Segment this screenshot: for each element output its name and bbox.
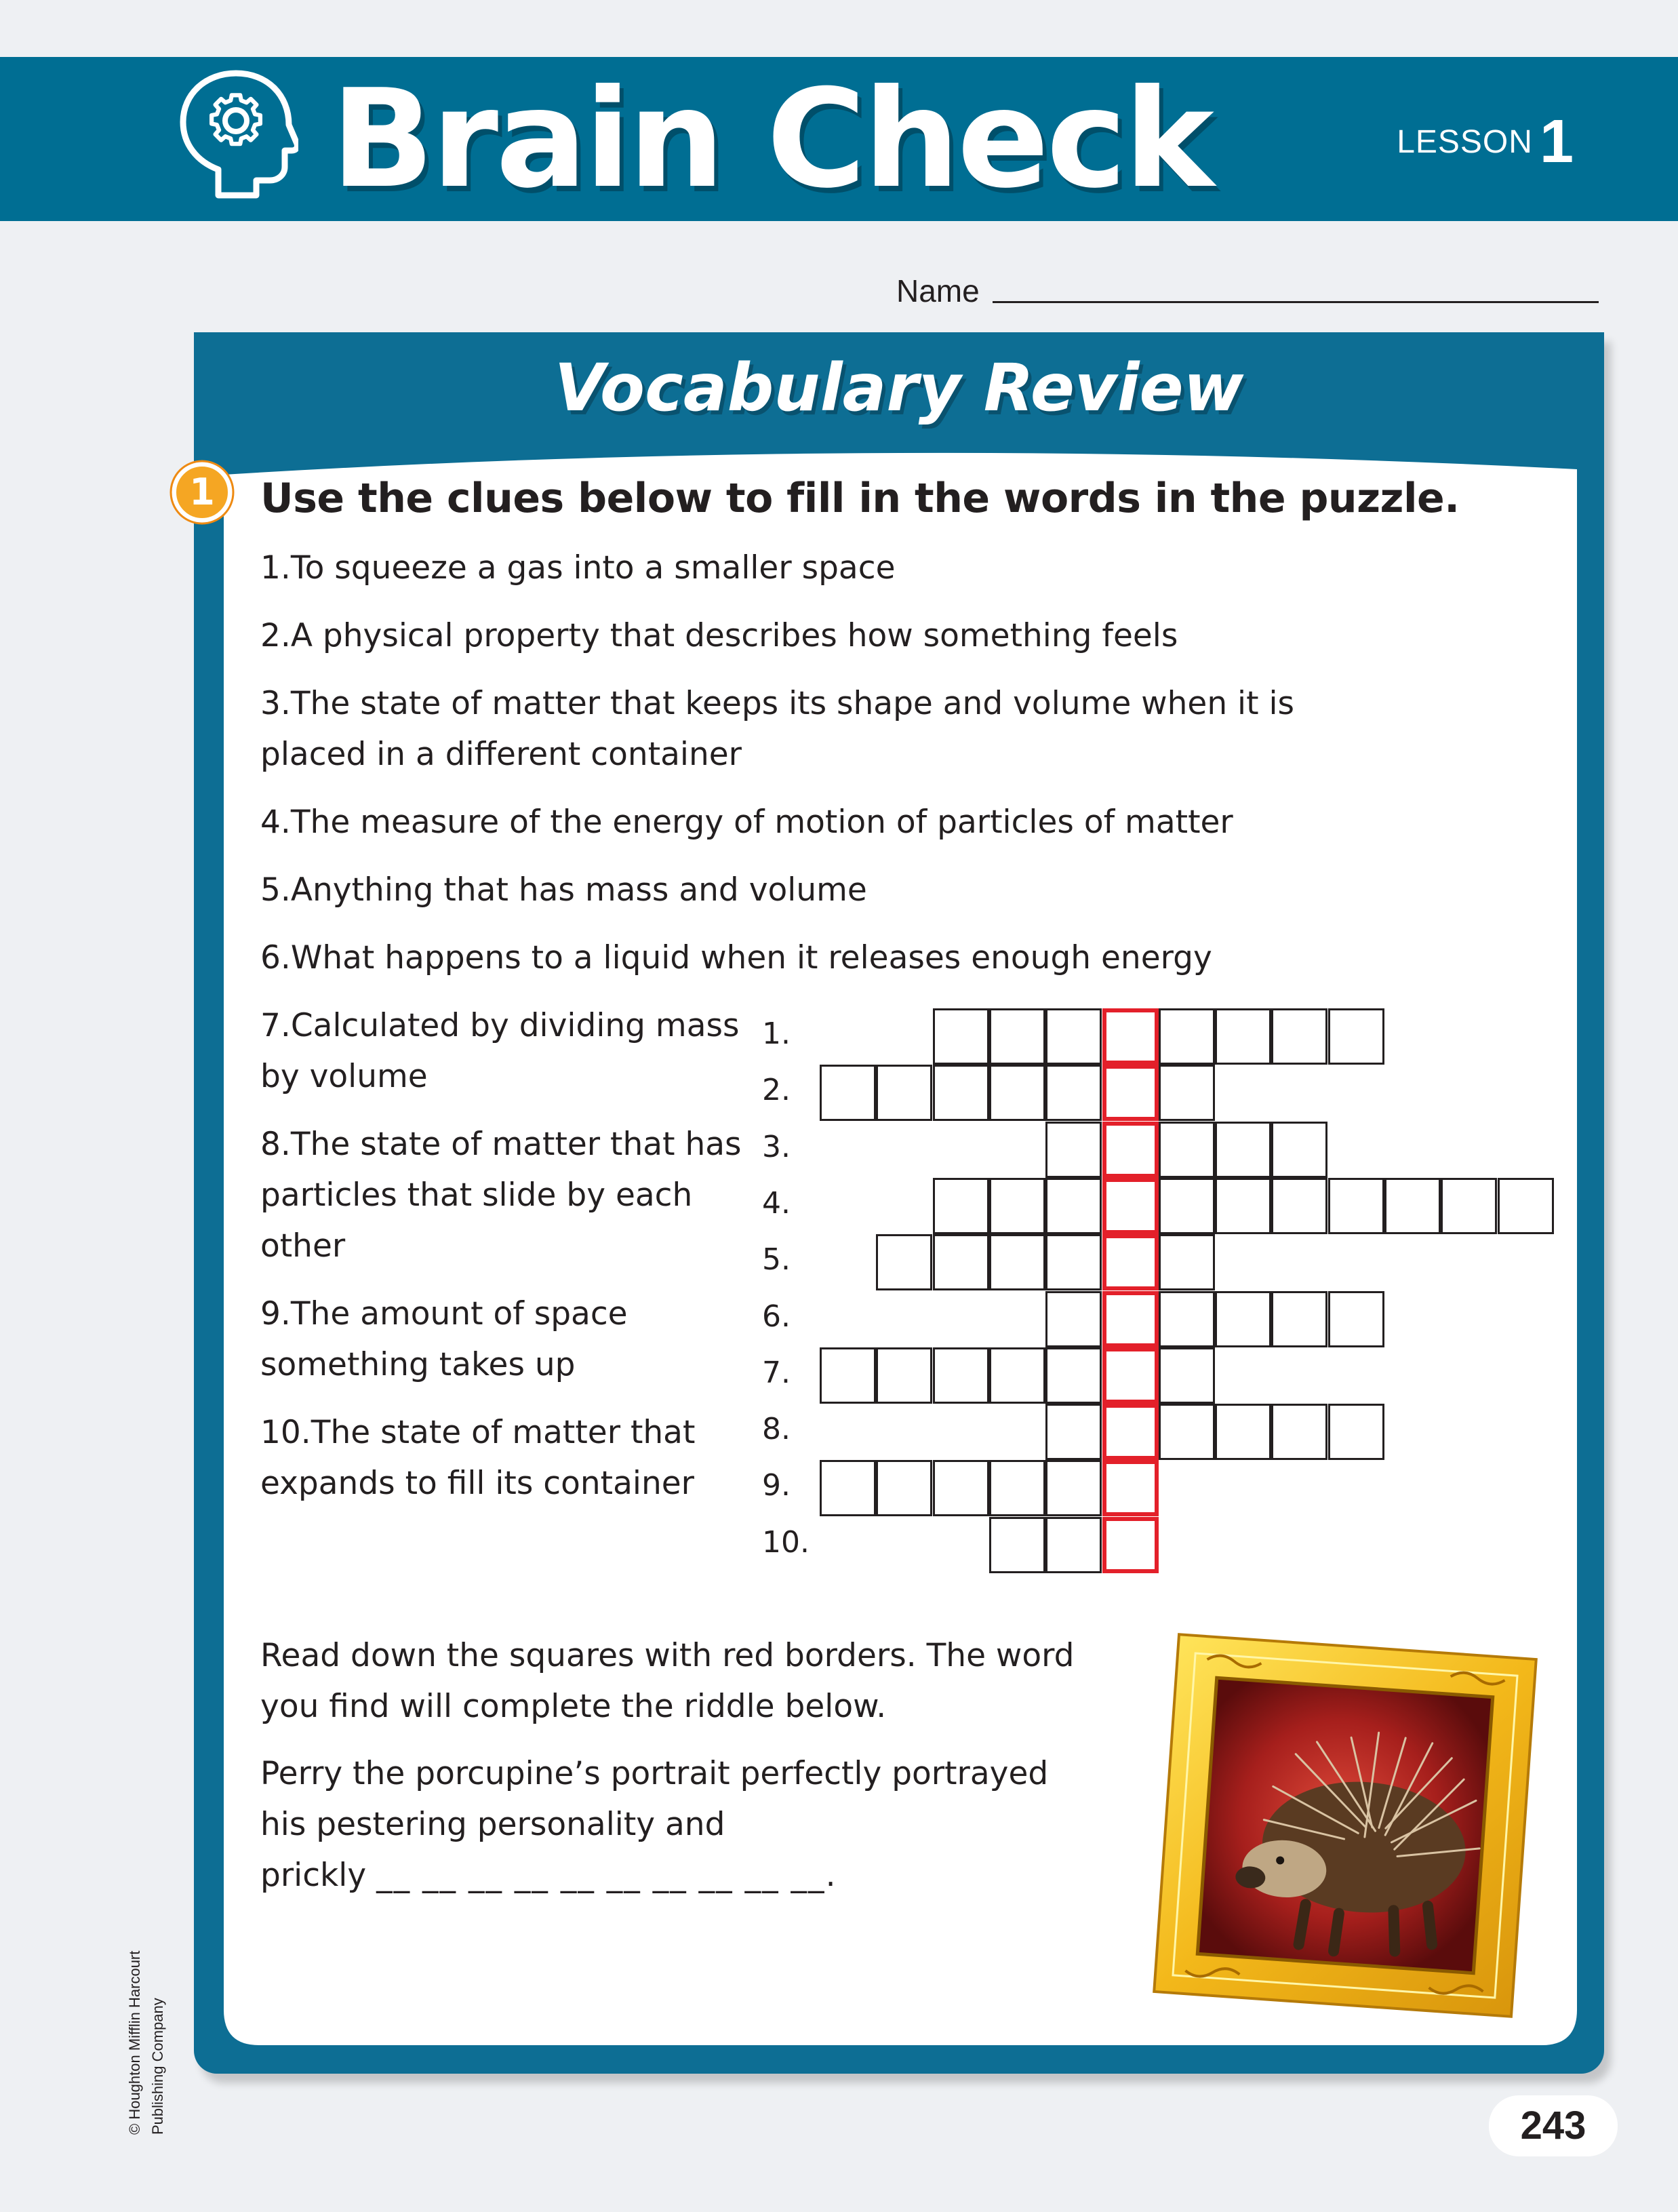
step-number-badge <box>168 458 236 526</box>
riddle-suffix: . <box>825 1857 836 1894</box>
puzzle-cell-r8-c8[interactable] <box>1215 1404 1271 1460</box>
puzzle-cell-r9-c5[interactable] <box>1045 1460 1102 1516</box>
puzzle-cell-r8-c9[interactable] <box>1271 1404 1327 1460</box>
puzzle-cell-r4-c4[interactable] <box>989 1178 1045 1234</box>
puzzle-cell-r4-c11[interactable] <box>1384 1178 1441 1234</box>
clue-3-line-2: placed in a different container <box>260 736 742 773</box>
clue-4-line-1: 4.The measure of the energy of motion of particles of matter <box>260 804 1233 841</box>
riddle-answer-blanks[interactable]: __ __ __ __ __ __ __ __ __ __ <box>376 1857 826 1894</box>
row-label-8: 8. <box>762 1412 791 1447</box>
puzzle-cell-r2-c2[interactable] <box>876 1065 932 1121</box>
copyright-line-1: © Houghton Mifflin Harcourt <box>126 1950 143 2135</box>
clue-3-line-1: 3.The state of matter that keeps its shape and volume when it is <box>260 685 1295 722</box>
highlight-cell-r1-c6[interactable] <box>1102 1008 1159 1065</box>
puzzle-cell-r6-c7[interactable] <box>1159 1291 1215 1347</box>
row-label-7: 7. <box>762 1355 791 1390</box>
lesson-label: LESSON <box>1397 124 1533 160</box>
puzzle-cell-r1-c5[interactable] <box>1045 1008 1102 1065</box>
puzzle-cell-r5-c7[interactable] <box>1159 1234 1215 1290</box>
puzzle-cell-r8-c7[interactable] <box>1159 1404 1215 1460</box>
riddle-line-1: Perry the porcupine’s portrait perfectly portrayed <box>260 1755 1049 1792</box>
clue-8-line-3: other <box>260 1227 346 1265</box>
highlight-cell-r10-c6[interactable] <box>1102 1517 1159 1573</box>
clue-7-line-2: by volume <box>260 1058 428 1095</box>
clue-9-line-1: 9.The amount of space <box>260 1295 628 1332</box>
clue-5-line-1: 5.Anything that has mass and volume <box>260 871 867 909</box>
instruction-text: Use the clues below to fill in the words in the puzzle. <box>260 475 1460 522</box>
highlight-cell-r8-c6[interactable] <box>1102 1404 1159 1460</box>
puzzle-cell-r1-c3[interactable] <box>933 1008 989 1065</box>
row-label-9: 9. <box>762 1468 791 1503</box>
row-label-1: 1. <box>762 1016 791 1051</box>
section-title: Vocabulary Review <box>554 350 1244 426</box>
riddle-line-3 <box>260 1850 836 1901</box>
step-number-text: 1 <box>189 471 215 513</box>
row-label-6: 6. <box>762 1299 791 1334</box>
clue-2-line-1: 2.A physical property that describes how something feels <box>260 617 1178 654</box>
puzzle-cell-r6-c8[interactable] <box>1215 1291 1271 1347</box>
puzzle-cell-r9-c3[interactable] <box>933 1460 989 1516</box>
page-number: 243 <box>1489 2095 1618 2156</box>
puzzle-cell-r5-c2[interactable] <box>876 1234 932 1290</box>
clue-10-line-1: 10.The state of matter that <box>260 1414 696 1451</box>
riddle-intro-line-1: Read down the squares with red borders. The word <box>260 1637 1075 1674</box>
puzzle-cell-r4-c3[interactable] <box>933 1178 989 1234</box>
highlight-cell-r7-c6[interactable] <box>1102 1347 1159 1404</box>
row-label-4: 4. <box>762 1185 791 1221</box>
row-label-5: 5. <box>762 1242 791 1278</box>
puzzle-cell-r6-c9[interactable] <box>1271 1291 1327 1347</box>
lesson-number: 1 <box>1539 108 1574 176</box>
puzzle-cell-r9-c2[interactable] <box>876 1460 932 1516</box>
puzzle-cell-r2-c1[interactable] <box>820 1065 876 1121</box>
copyright-line-2: Publishing Company <box>149 1998 166 2135</box>
puzzle-cell-r4-c13[interactable] <box>1498 1178 1554 1234</box>
puzzle-cell-r4-c8[interactable] <box>1215 1178 1271 1234</box>
riddle-line-2: his pestering personality and <box>260 1806 725 1843</box>
clue-10-line-2: expands to fill its container <box>260 1465 694 1502</box>
puzzle-cell-r2-c4[interactable] <box>989 1065 1045 1121</box>
puzzle-cell-r4-c7[interactable] <box>1159 1178 1215 1234</box>
puzzle-cell-r4-c10[interactable] <box>1328 1178 1384 1234</box>
puzzle-cell-r2-c3[interactable] <box>933 1065 989 1121</box>
highlight-cell-r3-c6[interactable] <box>1102 1122 1159 1178</box>
row-label-2: 2. <box>762 1073 791 1108</box>
copyright-notice <box>123 1951 169 2135</box>
clue-9-line-2: something takes up <box>260 1346 576 1383</box>
puzzle-cell-r8-c10[interactable] <box>1328 1404 1384 1460</box>
highlight-cell-r4-c6[interactable] <box>1102 1178 1159 1234</box>
highlight-cell-r6-c6[interactable] <box>1102 1291 1159 1347</box>
puzzle-cell-r3-c5[interactable] <box>1045 1122 1102 1178</box>
puzzle-cell-r6-c10[interactable] <box>1328 1291 1384 1347</box>
puzzle-cell-r7-c1[interactable] <box>820 1347 876 1404</box>
puzzle-cell-r1-c10[interactable] <box>1328 1008 1384 1065</box>
puzzle-cell-r6-c5[interactable] <box>1045 1291 1102 1347</box>
puzzle-cell-r4-c9[interactable] <box>1271 1178 1327 1234</box>
puzzle-cell-r5-c4[interactable] <box>989 1234 1045 1290</box>
puzzle-cell-r1-c8[interactable] <box>1215 1008 1271 1065</box>
puzzle-cell-r2-c7[interactable] <box>1159 1065 1215 1121</box>
puzzle-cell-r9-c4[interactable] <box>989 1460 1045 1516</box>
puzzle-cell-r5-c3[interactable] <box>933 1234 989 1290</box>
clue-1-line-1: 1.To squeeze a gas into a smaller space <box>260 549 896 587</box>
puzzle-cell-r3-c7[interactable] <box>1159 1122 1215 1178</box>
puzzle-cell-r7-c5[interactable] <box>1045 1347 1102 1404</box>
puzzle-cell-r1-c9[interactable] <box>1271 1008 1327 1065</box>
puzzle-cell-r7-c3[interactable] <box>933 1347 989 1404</box>
puzzle-cell-r10-c5[interactable] <box>1045 1517 1102 1573</box>
row-label-10: 10. <box>762 1524 810 1560</box>
row-label-3: 3. <box>762 1129 791 1164</box>
puzzle-cell-r7-c2[interactable] <box>876 1347 932 1404</box>
puzzle-cell-r1-c7[interactable] <box>1159 1008 1215 1065</box>
clue-7-line-1: 7.Calculated by dividing mass <box>260 1007 740 1044</box>
puzzle-cell-r3-c9[interactable] <box>1271 1122 1327 1178</box>
puzzle-cell-r3-c8[interactable] <box>1215 1122 1271 1178</box>
puzzle-cell-r1-c4[interactable] <box>989 1008 1045 1065</box>
page-title: Brain Check <box>331 60 1212 218</box>
clue-6-line-1: 6.What happens to a liquid when it releases enough energy <box>260 939 1212 976</box>
highlight-cell-r2-c6[interactable] <box>1102 1065 1159 1121</box>
puzzle-cell-r2-c5[interactable] <box>1045 1065 1102 1121</box>
puzzle-cell-r4-c5[interactable] <box>1045 1178 1102 1234</box>
puzzle-cell-r10-c4[interactable] <box>989 1517 1045 1573</box>
puzzle-cell-r7-c4[interactable] <box>989 1347 1045 1404</box>
clue-8-line-1: 8.The state of matter that has <box>260 1126 742 1163</box>
puzzle-cell-r5-c5[interactable] <box>1045 1234 1102 1290</box>
riddle-prefix: prickly <box>260 1857 377 1894</box>
clue-8-line-2: particles that slide by each <box>260 1177 693 1214</box>
puzzle-cell-r7-c7[interactable] <box>1159 1347 1215 1404</box>
highlight-cell-r5-c6[interactable] <box>1102 1234 1159 1290</box>
highlight-cell-r9-c6[interactable] <box>1102 1460 1159 1516</box>
riddle-intro-line-2: you find will complete the riddle below. <box>260 1688 887 1725</box>
puzzle-cell-r9-c1[interactable] <box>820 1460 876 1516</box>
name-label: Name <box>896 273 980 309</box>
puzzle-cell-r8-c5[interactable] <box>1045 1404 1102 1460</box>
puzzle-cell-r4-c12[interactable] <box>1441 1178 1497 1234</box>
framed-porcupine-portrait <box>1142 1622 1549 2029</box>
